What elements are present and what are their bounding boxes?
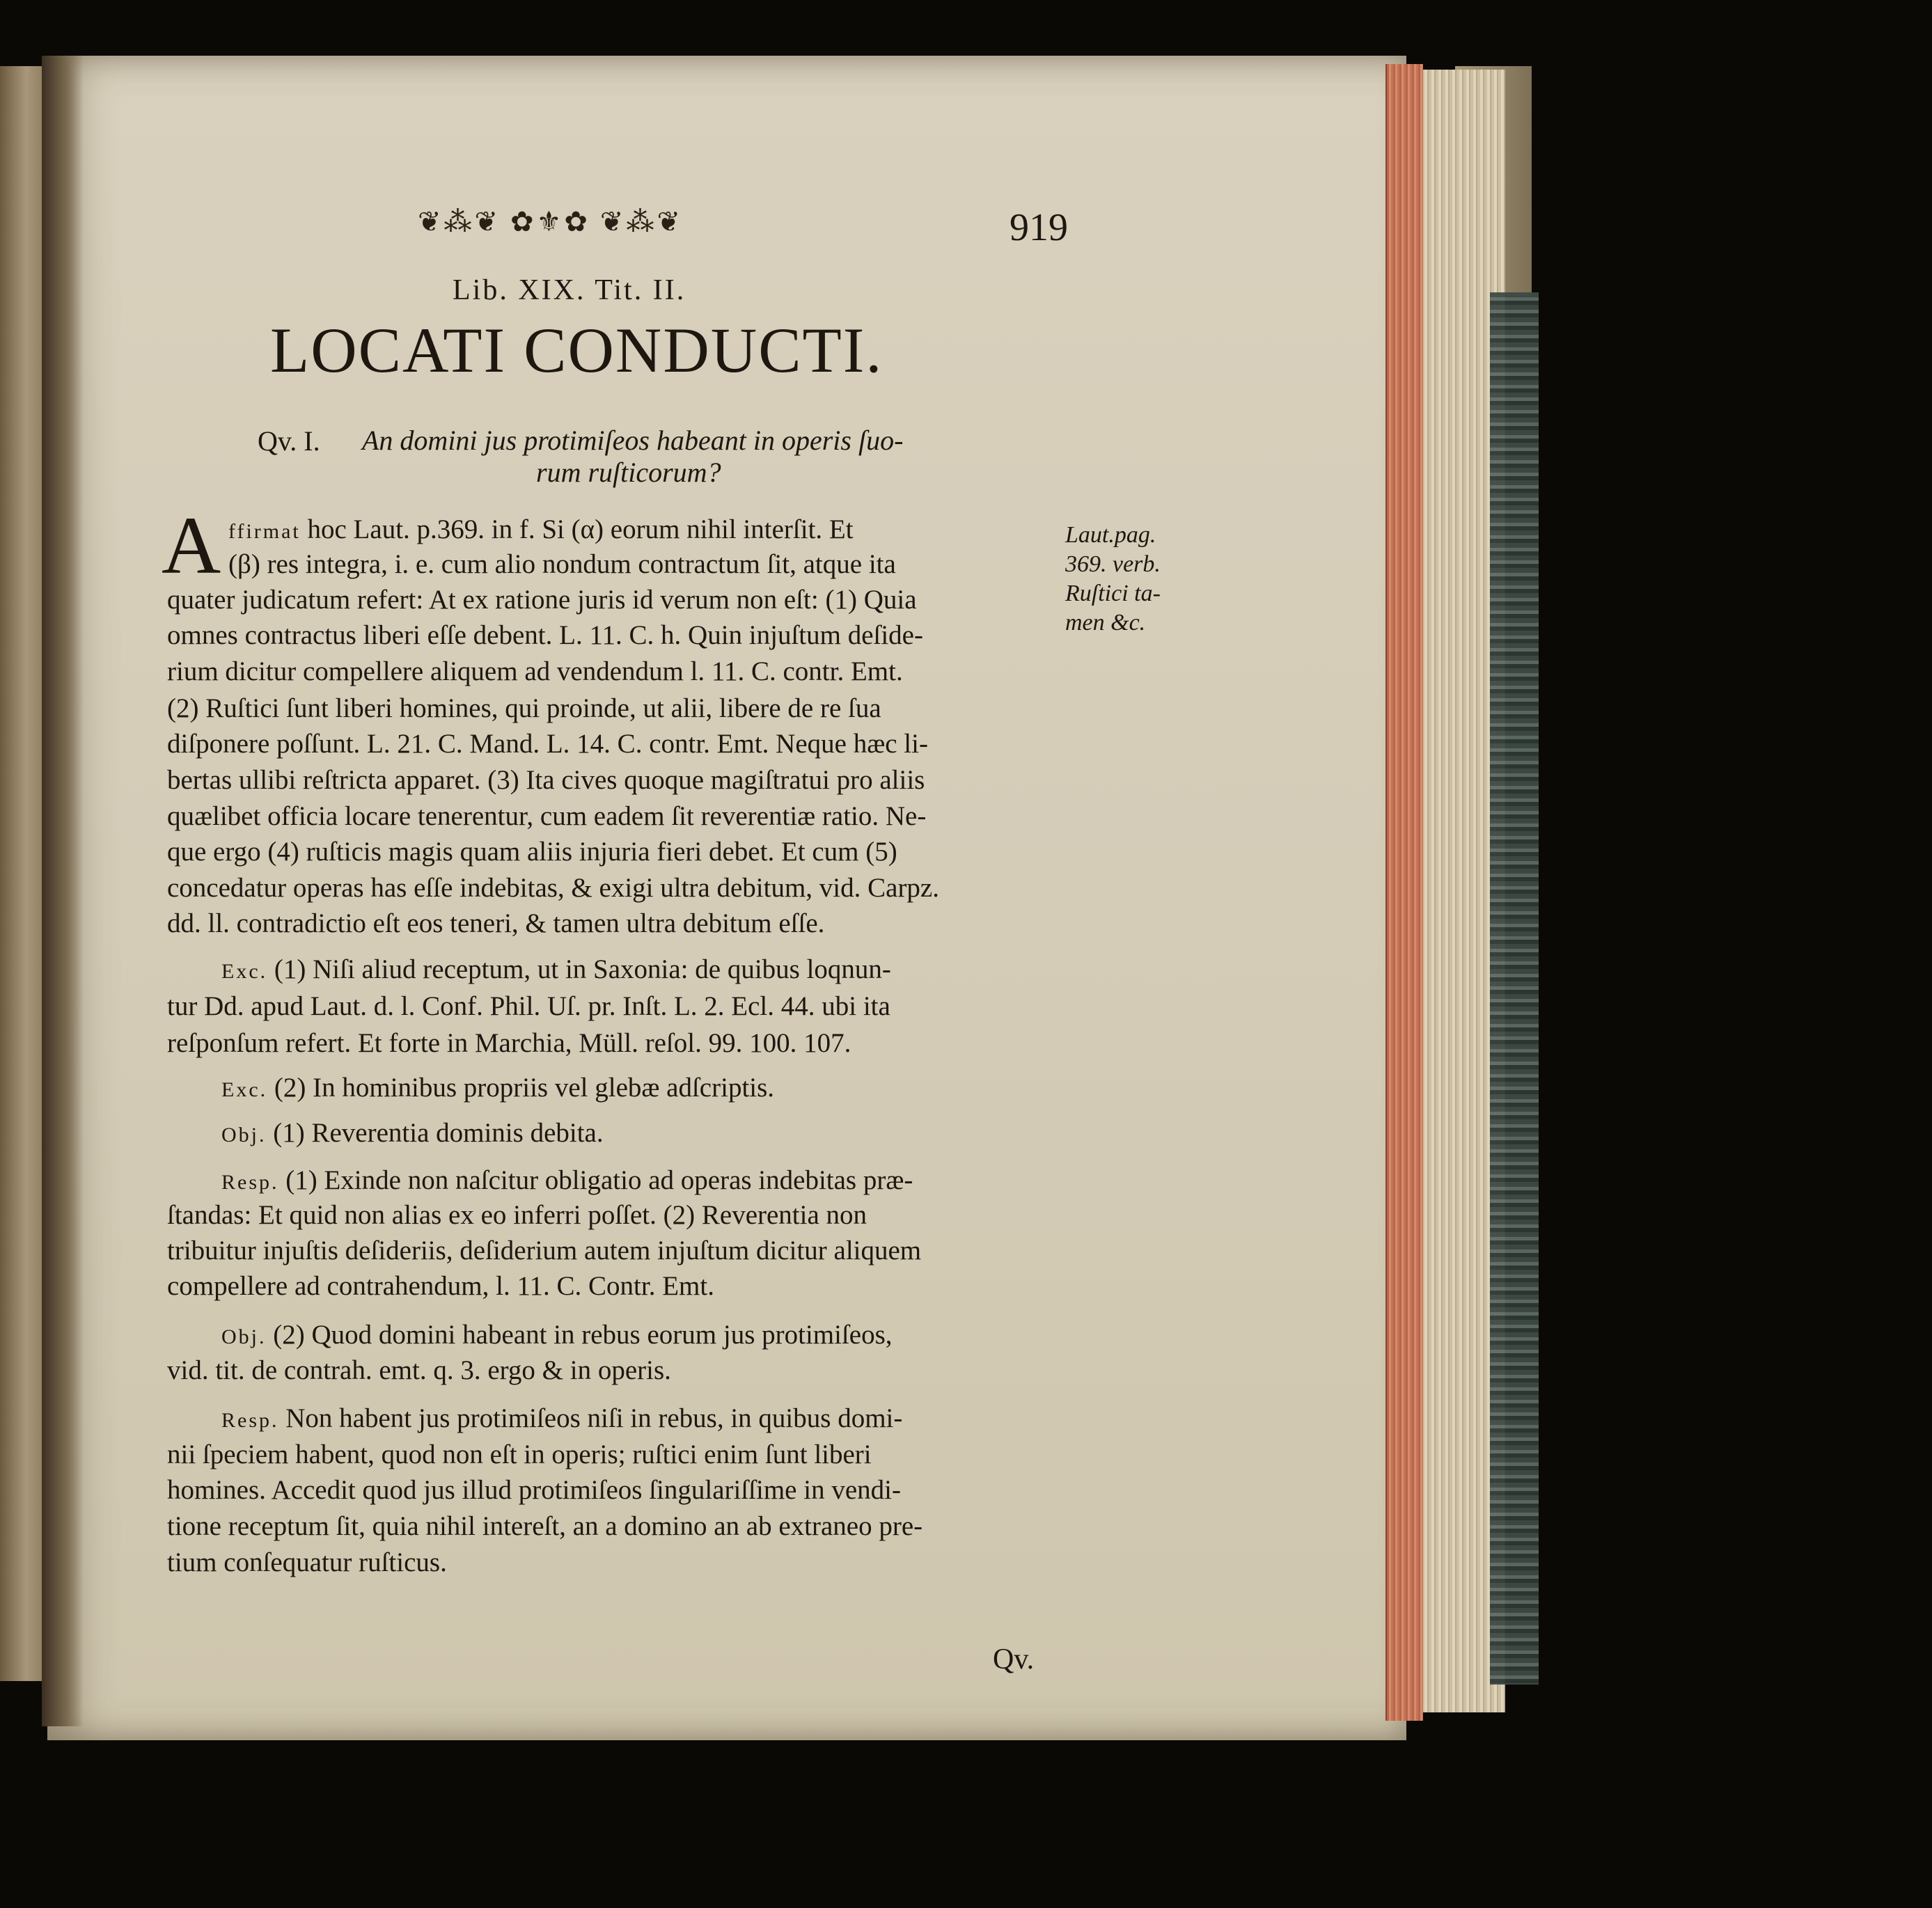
catchword: Qv. <box>993 1643 1035 1676</box>
line-text: ſtandas: Et quid non alias ex eo inferri poſſet. (2) Reverentia non <box>167 1200 867 1230</box>
body-line <box>221 954 891 988</box>
body-line <box>221 1117 604 1151</box>
body-line <box>167 1474 901 1506</box>
line-text: nii ſpeciem habent, quod non eſt in operis; ruſtici enim ſunt liberi <box>167 1440 872 1469</box>
line-lead-word: Obj. <box>221 1325 267 1348</box>
line-text: rium dicitur compellere aliquem ad vendendum l. 11. C. contr. Emt. <box>167 656 903 686</box>
line-lead-word: Resp. <box>221 1409 279 1432</box>
line-text: tium conſequatur ruſticus. <box>167 1547 447 1577</box>
drop-capital: A <box>162 500 221 591</box>
line-lead-word: Obj. <box>221 1123 267 1146</box>
gutter-shadow <box>42 56 84 1726</box>
body-line <box>167 1235 921 1267</box>
line-text: compellere ad contrahendum, l. 11. C. Contr. Emt. <box>167 1271 714 1301</box>
body-line <box>167 1027 851 1059</box>
line-text: tur Dd. apud Laut. d. l. Conf. Phil. Uſ. pr. Inſt. L. 2. Ecl. 44. ubi ita <box>167 991 890 1021</box>
line-text: (1) Reverentia dominis debita. <box>266 1118 604 1148</box>
body-line <box>221 1072 774 1106</box>
body-line <box>167 656 903 688</box>
red-page-edge <box>1385 64 1423 1721</box>
header-ornament: ❦⁂❦ ✿⚜✿ ❦⁂❦ <box>418 206 683 237</box>
line-text: reſponſum refert. Et forte in Marchia, Müll. reſol. 99. 100. 107. <box>167 1028 851 1058</box>
body-line <box>167 764 925 796</box>
line-text: dd. ll. contradictio eſt eos teneri, & tamen ultra debitum eſſe. <box>167 908 825 938</box>
line-text: tribuitur injuſtis deſideriis, deſiderium autem injuſtum dicitur aliquem <box>167 1236 922 1266</box>
line-text: (1) Exinde non naſcitur obligatio ad operas indebitas præ- <box>278 1165 913 1195</box>
body-line <box>221 1403 902 1437</box>
margin-note-2: 369. verb. <box>1065 551 1161 577</box>
line-text: tione receptum ſit, quia nihil intereſt, an a domino an ab extraneo pre- <box>167 1511 923 1541</box>
line-lead-word: Resp. <box>221 1171 279 1194</box>
body-line <box>167 728 928 760</box>
body-line <box>167 584 917 616</box>
body-line <box>167 1439 872 1471</box>
body-line <box>167 1511 922 1543</box>
body-line <box>167 836 897 868</box>
line-text: diſponere poſſunt. L. 21. C. Mand. L. 14. C. contr. Emt. Neque hæc li- <box>167 729 928 759</box>
margin-note-3: Ruſtici ta- <box>1065 581 1161 606</box>
line-text: omnes contractus liberi eſſe debent. L. 11. C. h. Quin injuſtum deſide- <box>167 620 923 650</box>
body-line <box>228 514 854 548</box>
line-text: (2) In hominibus propriis vel glebæ adſcriptis. <box>267 1073 775 1103</box>
line-lead-word: Exc. <box>221 960 268 983</box>
body-line <box>167 1199 867 1231</box>
body-line <box>167 908 824 940</box>
body-line <box>167 801 926 833</box>
book-title-reference: Lib. XIX. Tit. II. <box>453 274 686 306</box>
body-line <box>167 991 890 1023</box>
line-text: homines. Accedit quod jus illud protimiſeos ſingulariſſime in vendi- <box>167 1475 901 1505</box>
question-label: Qv. I. <box>258 425 320 457</box>
question-line-2: rum ruſticorum? <box>536 457 721 488</box>
body-line <box>167 693 881 725</box>
line-text: (2) Ruſtici ſunt liberi homines, qui proinde, ut alii, libere de re ſua <box>167 693 881 723</box>
body-line <box>167 1355 671 1387</box>
body-line <box>221 1319 893 1353</box>
body-line <box>167 1270 714 1302</box>
question-line-1: An domini jus protimiſeos habeant in operis ſuo- <box>362 425 904 456</box>
line-text: quælibet officia locare tenerentur, cum eadem ſit reverentiæ ratio. Ne- <box>167 801 927 831</box>
line-text: bertas ullibi reſtricta apparet. (3) Ita cives quoque magiſtratui pro aliis <box>167 765 925 795</box>
page-number: 919 <box>1010 206 1068 249</box>
margin-note-1: Laut.pag. <box>1065 522 1156 548</box>
line-text: quater judicatum refert: At ex ratione juris id verum non eſt: (1) Quia <box>167 585 917 615</box>
line-text: (2) Quod domini habeant in rebus eorum jus protimiſeos, <box>266 1320 893 1350</box>
body-line <box>221 1165 913 1199</box>
line-lead-word: Exc. <box>221 1078 268 1101</box>
section-title: LOCATI CONDUCTI. <box>270 315 883 386</box>
body-line <box>167 620 923 652</box>
body-line <box>228 549 896 581</box>
line-text: vid. tit. de contrah. emt. q. 3. ergo & in operis. <box>167 1355 671 1385</box>
line-text: que ergo (4) ruſticis magis quam aliis injuria fieri debet. Et cum (5) <box>167 837 897 867</box>
body-line <box>167 872 939 904</box>
marbled-cover-board <box>1490 292 1539 1685</box>
line-lead-word: ffirmat <box>228 520 301 543</box>
margin-notes <box>1065 521 1161 638</box>
line-text: concedatur operas has eſſe indebitas, & exigi ultra debitum, vid. Carpz. <box>167 873 939 903</box>
line-text: (1) Niſi aliud receptum, ut in Saxonia: de quibus loqnun- <box>267 954 891 984</box>
question-text <box>362 425 903 489</box>
body-line <box>167 1547 447 1579</box>
line-text: Non habent jus protimiſeos niſi in rebus, in quibus domi- <box>278 1403 903 1433</box>
line-text: (β) res integra, i. e. cum alio nondum contractum ſit, atque ita <box>228 549 896 579</box>
line-text: hoc Laut. p.369. in f. Si (α) eorum nihil interſit. Et <box>300 514 854 544</box>
margin-note-4: men &c. <box>1065 610 1146 636</box>
left-page-edge <box>0 66 47 1681</box>
